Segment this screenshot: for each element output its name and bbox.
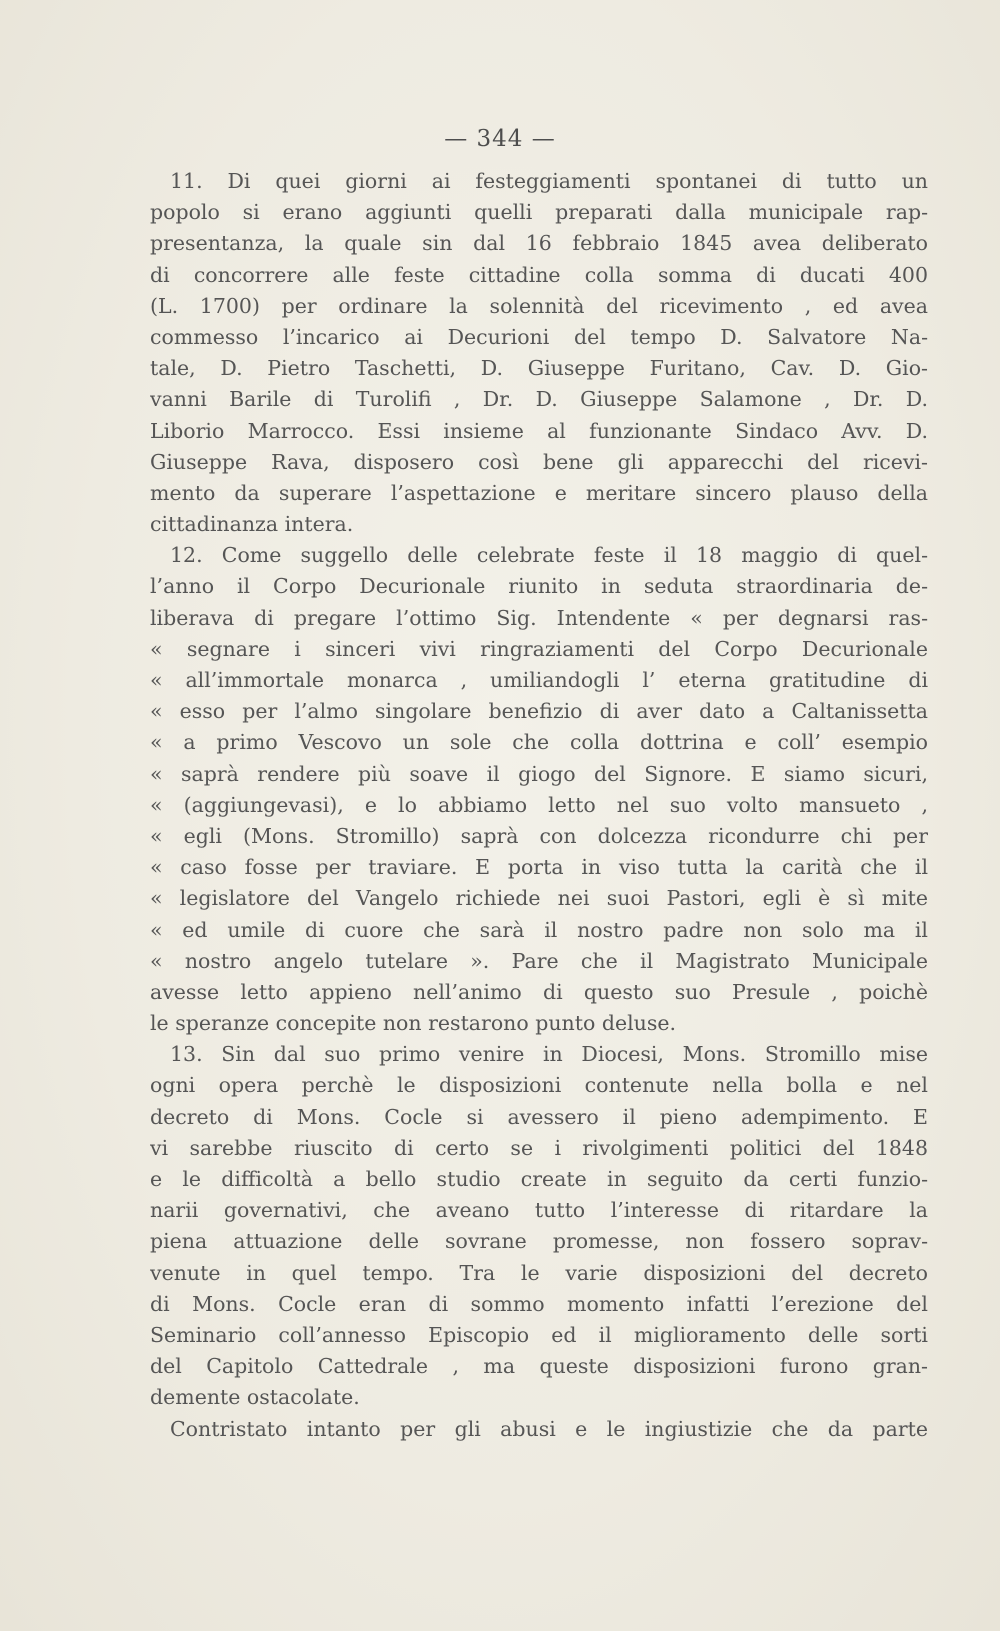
text-line: Liborio Marrocco. Essi insieme al funzionante Sindaco Avv. D. (150, 418, 928, 443)
text-line: 13. Sin dal suo primo venire in Diocesi, Mons. Stromillo mise (170, 1042, 928, 1067)
text-line: « nostro angelo tutelare ». Pare che il Magistrato Municipale (150, 948, 928, 973)
text-line: ogni opera perchè le disposizioni contenute nella bolla e nel (150, 1073, 928, 1098)
text-line: « egli (Mons. Stromillo) saprà con dolcezza ricondurre chi per (150, 823, 928, 848)
text-line: « a primo Vescovo un sole che colla dottrina e coll’ esempio (150, 730, 928, 755)
text-line: cittadinanza intera. (150, 512, 354, 537)
text-line: 12. Come suggello delle celebrate feste il 18 maggio di quel- (170, 543, 928, 568)
text-line: Contristato intanto per gli abusi e le ingiustizie che da parte (170, 1416, 928, 1441)
text-line: demente ostacolate. (150, 1385, 360, 1410)
text-line: avesse letto appieno nell’animo di questo suo Presule , poichè (150, 979, 928, 1004)
text-line: liberava di pregare l’ottimo Sig. Intendente « per degnarsi ras- (150, 605, 928, 630)
text-line: piena attuazione delle sovrane promesse, non fossero soprav- (150, 1229, 928, 1254)
text-line: « segnare i sinceri vivi ringraziamenti del Corpo Decurionale (150, 636, 928, 661)
text-line: del Capitolo Cattedrale , ma queste disposizioni furono gran- (150, 1354, 928, 1379)
text-line: popolo si erano aggiunti quelli preparati dalla municipale rap- (150, 200, 928, 225)
text-line: Seminario coll’annesso Episcopio ed il miglioramento delle sorti (150, 1322, 928, 1347)
text-line: Giuseppe Rava, disposero così bene gli apparecchi del ricevi- (150, 449, 928, 474)
text-line: venute in quel tempo. Tra le varie disposizioni del decreto (150, 1260, 928, 1285)
text-line: le speranze concepite non restarono punto deluse. (150, 1011, 677, 1036)
text-line: l’anno il Corpo Decurionale riunito in seduta straordinaria de- (150, 574, 928, 599)
text-line: « ed umile di cuore che sarà il nostro padre non solo ma il (150, 917, 928, 942)
text-line: vanni Barile di Turolifi , Dr. D. Giuseppe Salamone , Dr. D. (150, 387, 928, 412)
text-line: decreto di Mons. Cocle si avessero il pieno adempimento. E (150, 1104, 928, 1129)
text-line: di Mons. Cocle eran di sommo momento infatti l’erezione del (150, 1291, 928, 1316)
text-line: tale, D. Pietro Taschetti, D. Giuseppe Furitano, Cav. D. Gio- (150, 356, 928, 381)
text-line: « (aggiungevasi), e lo abbiamo letto nel suo volto mansueto , (150, 792, 928, 817)
page-number: — 344 — (444, 126, 556, 152)
text-line: « caso fosse per traviare. E porta in viso tutta la carità che il (150, 855, 928, 880)
text-line: 11. Di quei giorni ai festeggiamenti spontanei di tutto un (170, 169, 928, 193)
text-line: presentanza, la quale sin dal 16 febbraio 1845 avea deliberato (150, 231, 928, 256)
text-line: mento da superare l’aspettazione e meritare sincero plauso della (150, 480, 928, 505)
text-line: « esso per l’almo singolare benefizio di aver dato a Caltanissetta (150, 699, 928, 724)
text-line: vi sarebbe riuscito di certo se i rivolgimenti politici del 1848 (150, 1135, 928, 1160)
text-line: narii governativi, che aveano tutto l’interesse di ritardare la (150, 1198, 928, 1223)
text-line: commesso l’incarico ai Decurioni del tempo D. Salvatore Na- (150, 324, 928, 349)
text-line: (L. 1700) per ordinare la solennità del ricevimento , ed avea (150, 293, 928, 318)
text-line: « saprà rendere più soave il giogo del Signore. E siamo sicuri, (150, 761, 928, 786)
text-line: « legislatore del Vangelo richiede nei suoi Pastori, egli è sì mite (150, 886, 928, 911)
text-line: di concorrere alle feste cittadine colla somma di ducati 400 (150, 262, 928, 287)
body-text (150, 166, 928, 1445)
text-line: « all’immortale monarca , umiliandogli l’ eterna gratitudine di (150, 668, 928, 692)
text-line: e le difficoltà a bello studio create in seguito da certi funzio- (150, 1167, 928, 1191)
